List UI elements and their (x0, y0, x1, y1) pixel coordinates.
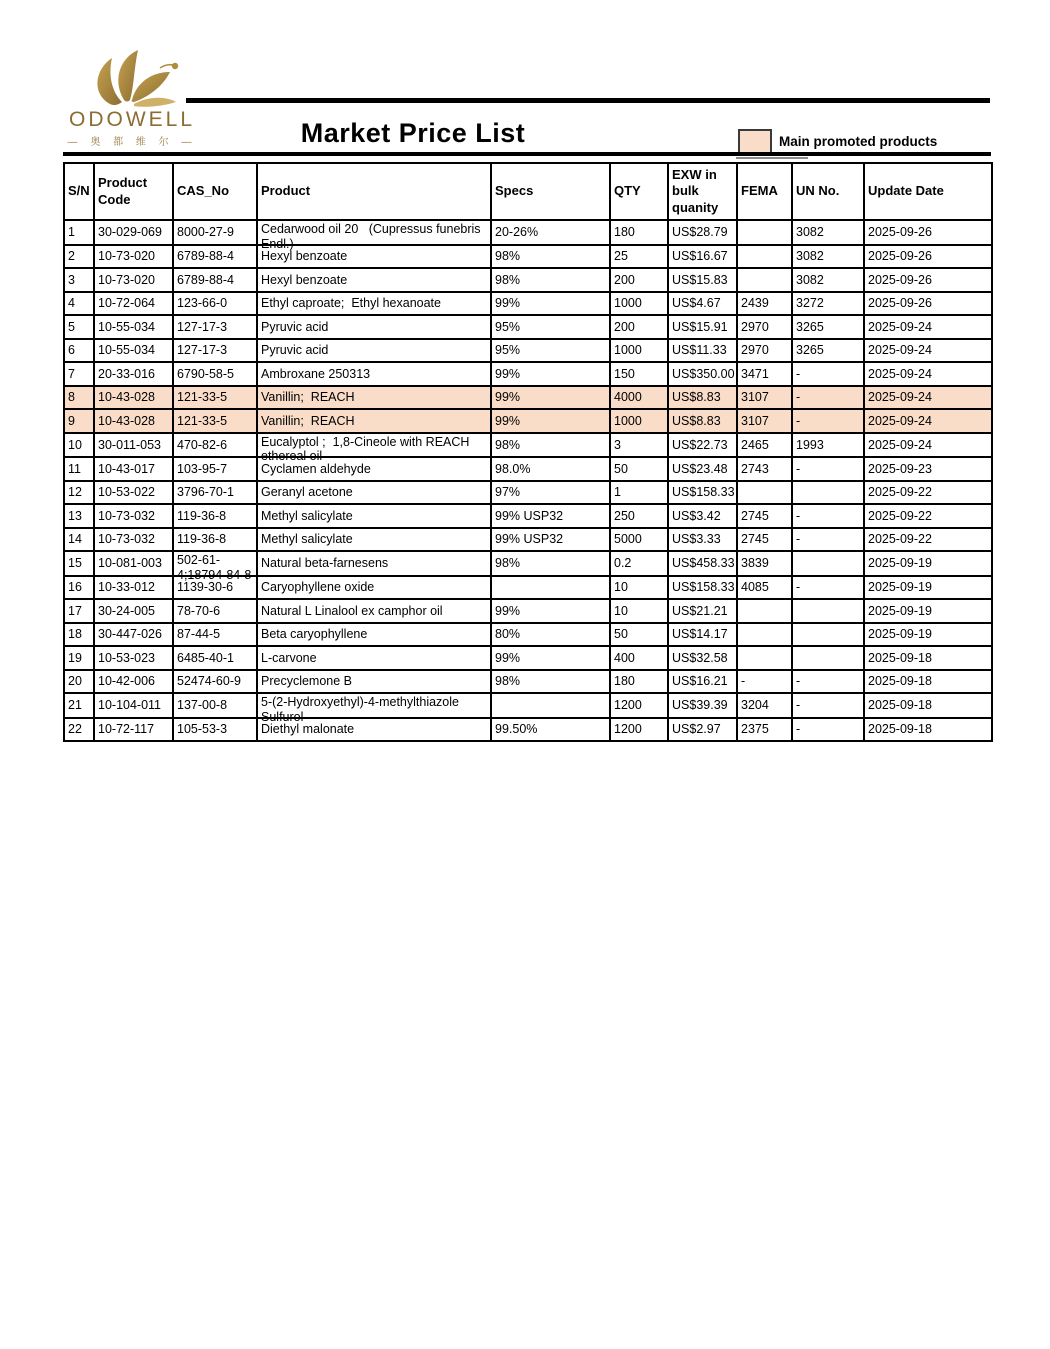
cell-code: 30-24-005 (94, 599, 173, 623)
table-row (64, 339, 992, 363)
cell-exw: US$4.67 (668, 292, 737, 316)
table-row (64, 457, 992, 481)
cell-exw: US$158.33 (668, 576, 737, 600)
cell-specs: 99% (491, 386, 610, 410)
cell-date: 2025-09-26 (864, 220, 992, 245)
cell-un: - (792, 528, 864, 552)
cell-product: L-carvone (257, 646, 491, 670)
cell-exw: US$21.21 (668, 599, 737, 623)
cell-qty: 1 (610, 481, 668, 505)
cell-product: Geranyl acetone (257, 481, 491, 505)
table-row (64, 551, 992, 576)
cell-sn: 6 (64, 339, 94, 363)
cell-sn: 15 (64, 551, 94, 576)
cell-un (792, 599, 864, 623)
cell-un: - (792, 576, 864, 600)
cell-exw: US$3.33 (668, 528, 737, 552)
cell-cas: 6485-40-1 (173, 646, 257, 670)
cell-code: 10-73-020 (94, 245, 173, 269)
cell-product: Cedarwood oil 20 (Cupressus funebris Endl.) (257, 220, 491, 245)
cell-qty: 1200 (610, 693, 668, 718)
cell-date: 2025-09-19 (864, 551, 992, 576)
cell-product: Eucalyptol ; 1,8-Cineole with REACH ethereal oil (257, 433, 491, 458)
cell-un (792, 623, 864, 647)
cell-sn: 22 (64, 718, 94, 742)
cell-date: 2025-09-18 (864, 670, 992, 694)
cell-date: 2025-09-26 (864, 292, 992, 316)
cell-exw: US$15.91 (668, 315, 737, 339)
cell-specs: 99% (491, 292, 610, 316)
cell-date: 2025-09-19 (864, 576, 992, 600)
col-header-cas-no: CAS_No (173, 163, 257, 220)
cell-qty: 10 (610, 576, 668, 600)
table-row (64, 623, 992, 647)
cell-fema: 2745 (737, 528, 792, 552)
cell-qty: 150 (610, 362, 668, 386)
cell-sn: 19 (64, 646, 94, 670)
cell-cas: 121-33-5 (173, 386, 257, 410)
legend-label: Main promoted products (779, 134, 938, 149)
cell-cas: 6790-58-5 (173, 362, 257, 386)
cell-specs (491, 576, 610, 600)
cell-specs: 98.0% (491, 457, 610, 481)
cell-qty: 4000 (610, 386, 668, 410)
cell-un: - (792, 504, 864, 528)
cell-code: 10-55-034 (94, 339, 173, 363)
cell-fema: 2970 (737, 315, 792, 339)
cell-sn: 18 (64, 623, 94, 647)
cell-sn: 20 (64, 670, 94, 694)
cell-cas: 502-61- 4;18794-84-8 (173, 551, 257, 576)
cell-fema: 2375 (737, 718, 792, 742)
cell-cas: 127-17-3 (173, 315, 257, 339)
col-header-product-code: Product Code (94, 163, 173, 220)
cell-sn: 8 (64, 386, 94, 410)
table-row (64, 409, 992, 433)
cell-cas: 137-00-8 (173, 693, 257, 718)
cell-sn: 13 (64, 504, 94, 528)
table-row (64, 433, 992, 458)
cell-product: Pyruvic acid (257, 339, 491, 363)
page-title: Market Price List (300, 118, 526, 148)
table-row (64, 718, 992, 742)
cell-specs: 98% (491, 551, 610, 576)
cell-fema (737, 268, 792, 292)
cell-qty: 200 (610, 315, 668, 339)
cell-qty: 1000 (610, 409, 668, 433)
table-row (64, 481, 992, 505)
cell-fema: 2743 (737, 457, 792, 481)
cell-qty: 200 (610, 268, 668, 292)
col-header-qty: QTY (610, 163, 668, 220)
cell-code: 10-72-064 (94, 292, 173, 316)
cell-exw: US$350.00 (668, 362, 737, 386)
cell-exw: US$3.42 (668, 504, 737, 528)
cell-cas: 127-17-3 (173, 339, 257, 363)
cell-un: - (792, 718, 864, 742)
cell-date: 2025-09-24 (864, 433, 992, 458)
cell-sn: 2 (64, 245, 94, 269)
cell-un: - (792, 386, 864, 410)
price-list-table (63, 162, 993, 742)
cell-cas: 119-36-8 (173, 504, 257, 528)
table-row (64, 292, 992, 316)
cell-product: Hexyl benzoate (257, 245, 491, 269)
cell-date: 2025-09-24 (864, 315, 992, 339)
cell-product: Caryophyllene oxide (257, 576, 491, 600)
cell-code: 10-33-012 (94, 576, 173, 600)
table-row (64, 386, 992, 410)
cell-fema: 3204 (737, 693, 792, 718)
cell-specs: 98% (491, 433, 610, 458)
cell-product: Beta caryophyllene (257, 623, 491, 647)
cell-sn: 10 (64, 433, 94, 458)
cell-un: 3082 (792, 245, 864, 269)
cell-specs: 97% (491, 481, 610, 505)
col-header-un-no: UN No. (792, 163, 864, 220)
table-row (64, 670, 992, 694)
cell-product: Methyl salicylate (257, 528, 491, 552)
header-top-rule (186, 98, 990, 103)
cell-un: - (792, 362, 864, 386)
cell-sn: 7 (64, 362, 94, 386)
cell-specs: 95% (491, 315, 610, 339)
cell-sn: 16 (64, 576, 94, 600)
cell-exw: US$11.33 (668, 339, 737, 363)
cell-exw: US$158.33 (668, 481, 737, 505)
cell-un: 3265 (792, 315, 864, 339)
cell-date: 2025-09-22 (864, 504, 992, 528)
cell-un (792, 551, 864, 576)
cell-qty: 0.2 (610, 551, 668, 576)
cell-code: 10-73-032 (94, 528, 173, 552)
cell-code: 10-43-028 (94, 386, 173, 410)
cell-un: - (792, 457, 864, 481)
cell-product: Pyruvic acid (257, 315, 491, 339)
logo-wordmark: ODOWELL (68, 108, 196, 131)
cell-date: 2025-09-24 (864, 362, 992, 386)
cell-specs: 99% (491, 362, 610, 386)
cell-date: 2025-09-22 (864, 528, 992, 552)
cell-exw: US$8.83 (668, 409, 737, 433)
cell-sn: 17 (64, 599, 94, 623)
cell-sn: 14 (64, 528, 94, 552)
col-header-product: Product (257, 163, 491, 220)
cell-specs: 98% (491, 670, 610, 694)
table-row (64, 646, 992, 670)
cell-code: 10-43-017 (94, 457, 173, 481)
cell-specs: 98% (491, 268, 610, 292)
cell-fema (737, 481, 792, 505)
cell-exw: US$16.67 (668, 245, 737, 269)
cell-qty: 180 (610, 220, 668, 245)
cell-code: 30-029-069 (94, 220, 173, 245)
cell-date: 2025-09-24 (864, 386, 992, 410)
cell-fema: 2745 (737, 504, 792, 528)
cell-specs: 95% (491, 339, 610, 363)
cell-date: 2025-09-22 (864, 481, 992, 505)
table-row (64, 315, 992, 339)
cell-fema: 4085 (737, 576, 792, 600)
cell-exw: US$23.48 (668, 457, 737, 481)
cell-qty: 25 (610, 245, 668, 269)
cell-exw: US$39.39 (668, 693, 737, 718)
cell-qty: 10 (610, 599, 668, 623)
cell-code: 10-73-020 (94, 268, 173, 292)
cell-sn: 3 (64, 268, 94, 292)
cell-code: 10-42-006 (94, 670, 173, 694)
table-row (64, 599, 992, 623)
cell-fema (737, 245, 792, 269)
cell-qty: 400 (610, 646, 668, 670)
cell-date: 2025-09-18 (864, 693, 992, 718)
cell-sn: 21 (64, 693, 94, 718)
cell-product: Diethyl malonate (257, 718, 491, 742)
col-header-fema: FEMA (737, 163, 792, 220)
cell-qty: 5000 (610, 528, 668, 552)
cell-date: 2025-09-26 (864, 268, 992, 292)
cell-code: 10-73-032 (94, 504, 173, 528)
cell-code: 10-72-117 (94, 718, 173, 742)
cell-specs: 98% (491, 245, 610, 269)
cell-code: 10-53-023 (94, 646, 173, 670)
header-row (64, 163, 992, 220)
cell-product: Hexyl benzoate (257, 268, 491, 292)
cell-product: Cyclamen aldehyde (257, 457, 491, 481)
col-header-specs: Specs (491, 163, 610, 220)
flower-icon (62, 46, 202, 110)
cell-product: Ambroxane 250313 (257, 362, 491, 386)
cell-code: 10-104-011 (94, 693, 173, 718)
table-row (64, 220, 992, 245)
legend-underline (736, 157, 808, 159)
cell-date: 2025-09-26 (864, 245, 992, 269)
cell-date: 2025-09-19 (864, 599, 992, 623)
cell-specs: 99.50% (491, 718, 610, 742)
cell-code: 10-55-034 (94, 315, 173, 339)
cell-qty: 1000 (610, 292, 668, 316)
cell-un: 1993 (792, 433, 864, 458)
cell-specs: 99% USP32 (491, 528, 610, 552)
cell-fema (737, 599, 792, 623)
cell-exw: US$15.83 (668, 268, 737, 292)
table-row (64, 504, 992, 528)
table-row (64, 528, 992, 552)
cell-cas: 123-66-0 (173, 292, 257, 316)
cell-exw: US$8.83 (668, 386, 737, 410)
cell-date: 2025-09-19 (864, 623, 992, 647)
cell-un: 3265 (792, 339, 864, 363)
cell-sn: 9 (64, 409, 94, 433)
cell-specs: 99% (491, 599, 610, 623)
col-header-exw: EXW in bulk quanity (668, 163, 737, 220)
table-row (64, 362, 992, 386)
cell-cas: 103-95-7 (173, 457, 257, 481)
col-header-update-date: Update Date (864, 163, 992, 220)
cell-fema: 3107 (737, 386, 792, 410)
cell-product: 5-(2-Hydroxyethyl)-4-methylthiazole Sulfurol (257, 693, 491, 718)
cell-code: 10-53-022 (94, 481, 173, 505)
cell-exw: US$2.97 (668, 718, 737, 742)
cell-un (792, 646, 864, 670)
table-row (64, 693, 992, 718)
cell-cas: 119-36-8 (173, 528, 257, 552)
cell-qty: 50 (610, 457, 668, 481)
cell-un: 3272 (792, 292, 864, 316)
cell-product: Precyclemone B (257, 670, 491, 694)
cell-fema: 2439 (737, 292, 792, 316)
cell-code: 10-43-028 (94, 409, 173, 433)
table-row (64, 268, 992, 292)
cell-cas: 3796-70-1 (173, 481, 257, 505)
cell-specs (491, 693, 610, 718)
cell-exw: US$22.73 (668, 433, 737, 458)
cell-exw: US$32.58 (668, 646, 737, 670)
cell-fema: 2970 (737, 339, 792, 363)
cell-cas: 52474-60-9 (173, 670, 257, 694)
cell-exw: US$28.79 (668, 220, 737, 245)
cell-cas: 8000-27-9 (173, 220, 257, 245)
cell-date: 2025-09-18 (864, 718, 992, 742)
cell-date: 2025-09-18 (864, 646, 992, 670)
cell-specs: 20-26% (491, 220, 610, 245)
cell-exw: US$14.17 (668, 623, 737, 647)
cell-cas: 470-82-6 (173, 433, 257, 458)
cell-cas: 105-53-3 (173, 718, 257, 742)
cell-qty: 250 (610, 504, 668, 528)
col-header-sn: S/N (64, 163, 94, 220)
cell-qty: 50 (610, 623, 668, 647)
cell-cas: 6789-88-4 (173, 245, 257, 269)
cell-un: 3082 (792, 268, 864, 292)
cell-date: 2025-09-23 (864, 457, 992, 481)
cell-product: Vanillin; REACH (257, 386, 491, 410)
cell-product: Natural L Linalool ex camphor oil (257, 599, 491, 623)
cell-un (792, 481, 864, 505)
cell-code: 30-447-026 (94, 623, 173, 647)
cell-date: 2025-09-24 (864, 409, 992, 433)
cell-qty: 1000 (610, 339, 668, 363)
cell-sn: 5 (64, 315, 94, 339)
cell-fema: 3471 (737, 362, 792, 386)
promoted-products-legend (738, 129, 937, 154)
cell-un: - (792, 693, 864, 718)
cell-exw: US$16.21 (668, 670, 737, 694)
cell-qty: 180 (610, 670, 668, 694)
cell-specs: 80% (491, 623, 610, 647)
cell-product: Methyl salicylate (257, 504, 491, 528)
legend-color-swatch (738, 129, 772, 154)
cell-sn: 11 (64, 457, 94, 481)
cell-code: 30-011-053 (94, 433, 173, 458)
cell-sn: 1 (64, 220, 94, 245)
cell-qty: 1200 (610, 718, 668, 742)
cell-fema: 3107 (737, 409, 792, 433)
title-rule (63, 152, 991, 156)
table-header (64, 163, 992, 220)
cell-product: Ethyl caproate; Ethyl hexanoate (257, 292, 491, 316)
cell-exw: US$458.33 (668, 551, 737, 576)
cell-cas: 78-70-6 (173, 599, 257, 623)
cell-code: 20-33-016 (94, 362, 173, 386)
logo-chinese-subtext: — 奥 都 维 尔 — (67, 137, 197, 148)
cell-product: Vanillin; REACH (257, 409, 491, 433)
cell-un: 3082 (792, 220, 864, 245)
cell-product: Natural beta-farnesens (257, 551, 491, 576)
cell-fema: 2465 (737, 433, 792, 458)
cell-un: - (792, 670, 864, 694)
cell-cas: 1139-30-6 (173, 576, 257, 600)
cell-un: - (792, 409, 864, 433)
cell-fema (737, 646, 792, 670)
cell-sn: 12 (64, 481, 94, 505)
cell-fema (737, 220, 792, 245)
cell-code: 10-081-003 (94, 551, 173, 576)
cell-qty: 3 (610, 433, 668, 458)
cell-fema: 3839 (737, 551, 792, 576)
cell-specs: 99% (491, 646, 610, 670)
cell-cas: 87-44-5 (173, 623, 257, 647)
cell-specs: 99% USP32 (491, 504, 610, 528)
cell-fema: - (737, 670, 792, 694)
cell-specs: 99% (491, 409, 610, 433)
cell-cas: 6789-88-4 (173, 268, 257, 292)
cell-date: 2025-09-24 (864, 339, 992, 363)
cell-sn: 4 (64, 292, 94, 316)
table-row (64, 245, 992, 269)
cell-cas: 121-33-5 (173, 409, 257, 433)
table-body (64, 220, 992, 741)
cell-fema (737, 623, 792, 647)
